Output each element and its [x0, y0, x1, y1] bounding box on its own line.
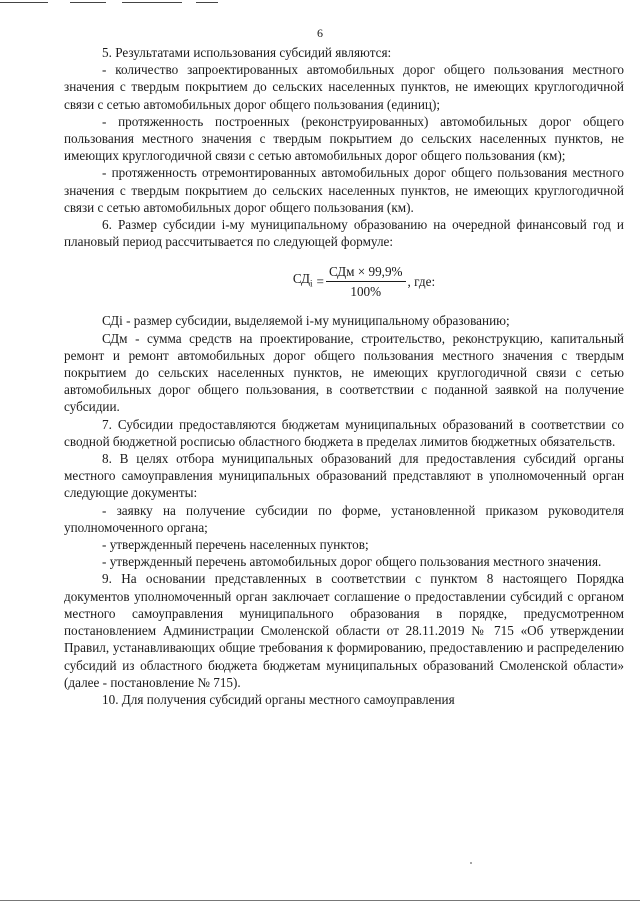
paragraph-5-heading: 5. Результатами использования субсидий являются:: [102, 45, 392, 60]
formula-lhs-symbol: СД: [292, 271, 311, 287]
subsidy-formula: [64, 250, 624, 312]
page-number: 6: [317, 26, 323, 40]
list-item-roads-list: - утвержденный перечень автомобильных дорог общего пользования местного значения.: [102, 554, 602, 570]
scan-speck: [470, 862, 472, 864]
formula-fraction: [326, 263, 406, 300]
list-item-built-roads: - протяженность построенных (реконструированных) автомобильных дорог общего пользования местного значения с твердым покрытием до сельских населенных пунктов, не имеющих круглогодичной связи с сетью автомобильных дорог общего пользования (км);: [64, 113, 624, 164]
formula-lhs-subscript: i: [310, 278, 313, 289]
list-item-settlements: - утвержденный перечень населенных пунктов;: [102, 537, 369, 553]
document-body: [64, 44, 624, 708]
formula-lhs: [293, 270, 313, 293]
formula-denominator: 100%: [350, 283, 382, 299]
formula-equals: =: [316, 273, 324, 289]
definition-sdm: СДм - сумма средств на проектирование, строительство, реконструкцию, капитальный ремонт и ремонт автомобильных дорог общего пользования местного значения с твердым покрытием до сельских населенных пунктов, не имеющих круглогодичной связи с сетью автомобильных дорог общего пользования, в соответствии с поданной заявкой на получение субсидии.: [64, 330, 624, 415]
formula-numerator: СДм × 99,9%: [326, 263, 406, 282]
formula-suffix: , где:: [407, 273, 436, 289]
paragraph-9: 9. На основании представленных в соответствии с пунктом 8 настоящего Порядка документов уполномоченный орган заключает соглашение о предоставлении субсидий с органом местного самоуправления муниципального образования в порядке, предусмотренном постановлением Администрации Смоленской области от 28.11.2019 № 715 «Об утверждении Правил, устанавливающих общие требования к формированию, предоставлению и распределению субсидий из областного бюджета бюджетам муниципальных образований Смоленской области» (далее - постановление № 715).: [64, 571, 624, 690]
paragraph-7: 7. Субсидии предоставляются бюджетам муниципальных образований в соответствии со сводной бюджетной росписью областного бюджета в пределах лимитов бюджетных обязательств.: [64, 416, 624, 449]
paragraph-8: 8. В целях отбора муниципальных образований для предоставления субсидий органы местного самоуправления муниципальных образований представляют в уполномоченный орган следующие документы:: [64, 451, 624, 501]
scan-edge-bottom: [0, 895, 640, 905]
scan-edge-top: [0, 0, 640, 8]
list-item-repaired-roads: - протяженность отремонтированных автомобильных дорог общего пользования местного значения с твердым покрытием до сельских населенных пунктов, не имеющих круглогодичной связи с сетью автомобильных дорог общего пользования (км).: [64, 165, 624, 215]
paragraph-10: 10. Для получения субсидий органы местного самоуправления: [102, 691, 455, 707]
list-item-application: - заявку на получение субсидии по форме, установленной приказом руководителя уполномоченного органа;: [64, 502, 624, 535]
list-item-designed-roads: - количество запроектированных автомобильных дорог общего пользования местного значения с твердым покрытием до сельских населенных пунктов, не имеющих круглогодичной связи с сетью автомобильных дорог общего пользования (единиц);: [64, 62, 624, 112]
paragraph-6: 6. Размер субсидии i-му муниципальному образованию на очередной финансовый год и плановый период рассчитывается по следующей формуле:: [64, 217, 624, 250]
definition-sdi: СДi - размер субсидии, выделяемой i-му муниципальному образованию;: [102, 313, 510, 329]
